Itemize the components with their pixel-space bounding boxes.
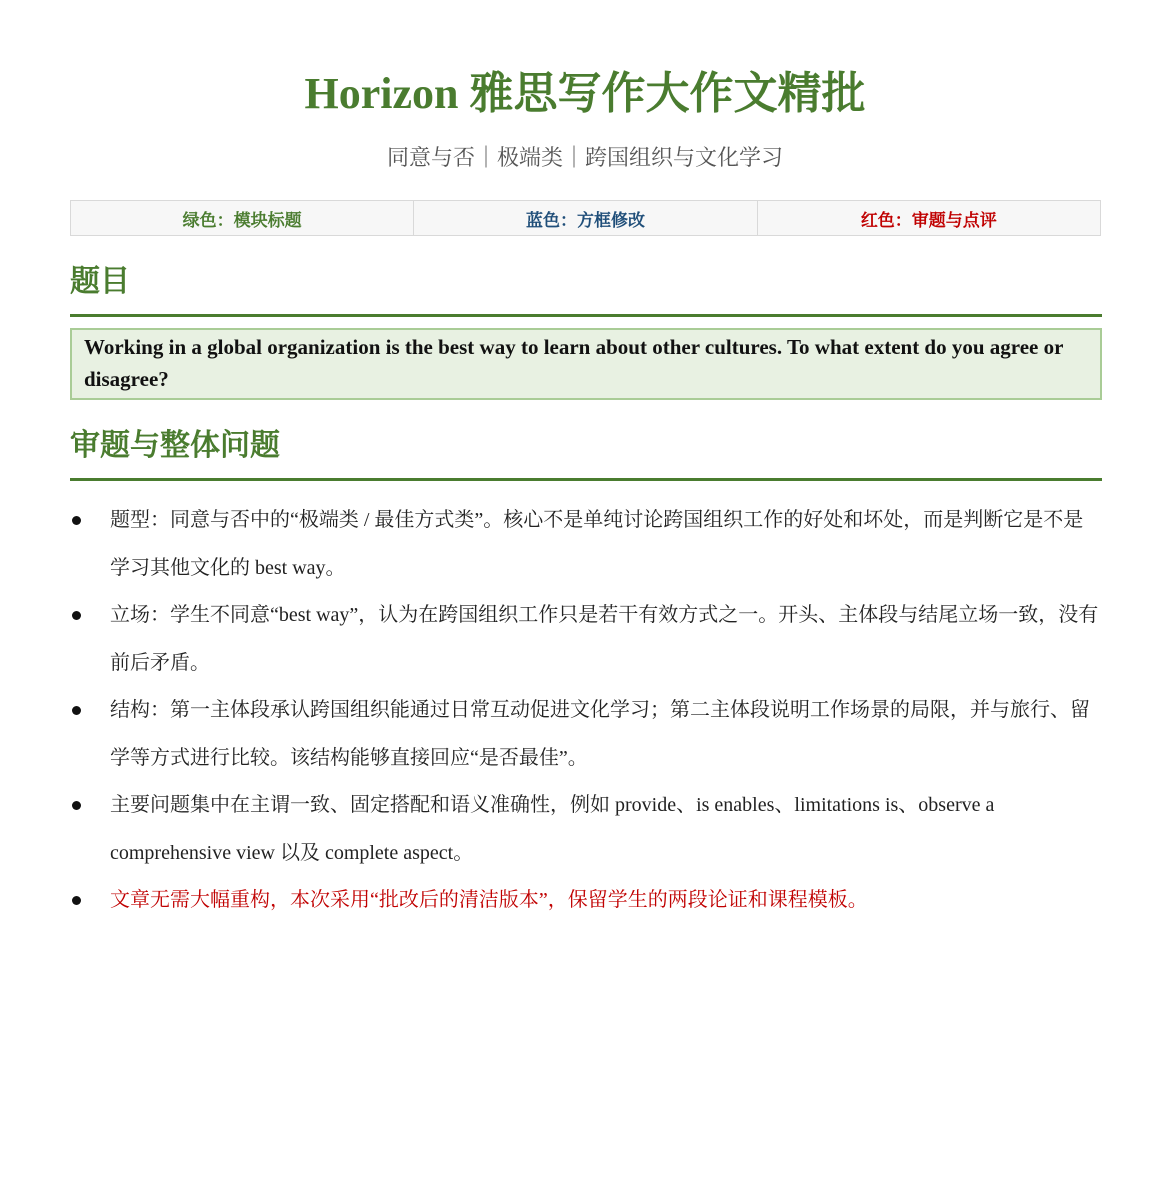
list-item bbox=[70, 592, 1102, 687]
question-box: Working in a global organization is the best way to learn about other cultures. To what extent do you agree or disagree? bbox=[70, 328, 1102, 400]
list-item-text: 立场：学生不同意“best way”，认为在跨国组织工作只是若干有效方式之一。开头、主体段与结尾立场一致，没有前后矛盾。 bbox=[110, 604, 1099, 674]
legend-red: 红色：审题与点评 bbox=[860, 210, 997, 230]
list-item-text: 题型：同意与否中的“极端类 / 最佳方式类”。核心不是单纯讨论跨国组织工作的好处和坏处，而是判断它是不是学习其他文化的 best way。 bbox=[110, 509, 1084, 579]
bullet-icon bbox=[72, 896, 81, 905]
topic-heading: 题目 bbox=[70, 264, 1102, 317]
analysis-list bbox=[70, 497, 1102, 925]
page-subtitle: 同意与否｜极端类｜跨国组织与文化学习 bbox=[386, 145, 783, 170]
analysis-heading: 审题与整体问题 bbox=[70, 428, 1102, 481]
legend-green: 绿色：模块标题 bbox=[71, 201, 414, 235]
list-item-highlighted bbox=[70, 877, 1102, 925]
color-legend bbox=[70, 200, 1101, 236]
page-title: Horizon 雅思写作大作文精批 bbox=[304, 69, 866, 118]
bullet-icon bbox=[72, 516, 81, 525]
list-item bbox=[70, 497, 1102, 592]
list-item-text: 结构：第一主体段承认跨国组织能通过日常互动促进文化学习；第二主体段说明工作场景的局限，并与旅行、留学等方式进行比较。该结构能够直接回应“是否最佳”。 bbox=[110, 699, 1090, 769]
bullet-icon bbox=[72, 706, 81, 715]
list-item-text: 主要问题集中在主谓一致、固定搭配和语义准确性，例如 provide、is enables、limitations is、observe a comprehensive view 以及 complete aspect。 bbox=[110, 794, 995, 864]
bullet-icon bbox=[72, 611, 81, 620]
legend-blue: 蓝色：方框修改 bbox=[414, 201, 757, 235]
bullet-icon bbox=[72, 801, 81, 810]
list-item-text: 文章无需大幅重构，本次采用“批改后的清洁版本”，保留学生的两段论证和课程模板。 bbox=[110, 889, 868, 911]
list-item bbox=[70, 687, 1102, 782]
list-item bbox=[70, 782, 1102, 877]
